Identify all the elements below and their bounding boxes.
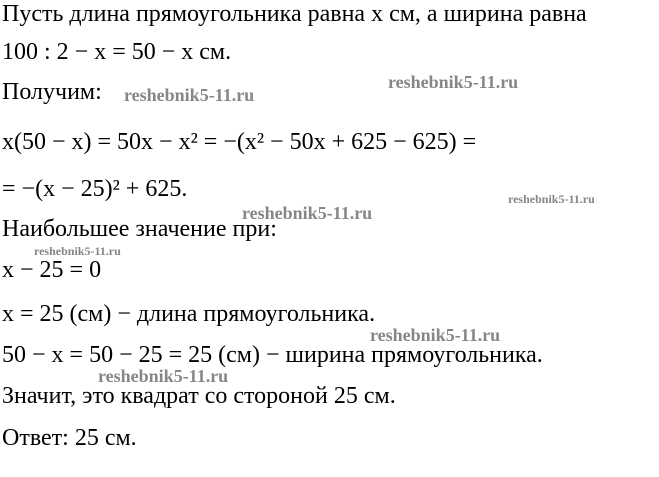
solution-line-2: 100 : 2 − x = 50 − x см. bbox=[2, 39, 232, 65]
watermark: reshebnik5-11.ru bbox=[98, 366, 229, 386]
solution-line-4: x(50 − x) = 50x − x² = −(x² − 50x + 625 − 625) = bbox=[2, 129, 477, 155]
watermark: reshebnik5-11.ru bbox=[508, 192, 595, 206]
solution-line-8: x = 25 (см) − длина прямоугольника. bbox=[2, 301, 376, 327]
solution-line-7: x − 25 = 0 bbox=[2, 257, 102, 283]
watermark: reshebnik5-11.ru bbox=[124, 85, 255, 105]
watermark: reshebnik5-11.ru bbox=[370, 325, 501, 345]
solution-line-1: Пусть длина прямоугольника равна x см, а ширина равна bbox=[2, 1, 587, 27]
solution-line-3: Получим: bbox=[2, 79, 102, 105]
watermark: reshebnik5-11.ru bbox=[388, 72, 519, 92]
watermark: reshebnik5-11.ru bbox=[242, 203, 373, 223]
solution-line-6: Наибольшее значение при: bbox=[2, 216, 277, 242]
watermark: reshebnik5-11.ru bbox=[34, 244, 121, 258]
solution-line-9: 50 − x = 50 − 25 = 25 (см) − ширина прямоугольника. bbox=[2, 342, 543, 368]
solution-line-10: Значит, это квадрат со стороной 25 см. bbox=[2, 383, 396, 409]
solution-line-5: = −(x − 25)² + 625. bbox=[2, 176, 188, 202]
solution-line-11: Ответ: 25 см. bbox=[2, 425, 137, 451]
